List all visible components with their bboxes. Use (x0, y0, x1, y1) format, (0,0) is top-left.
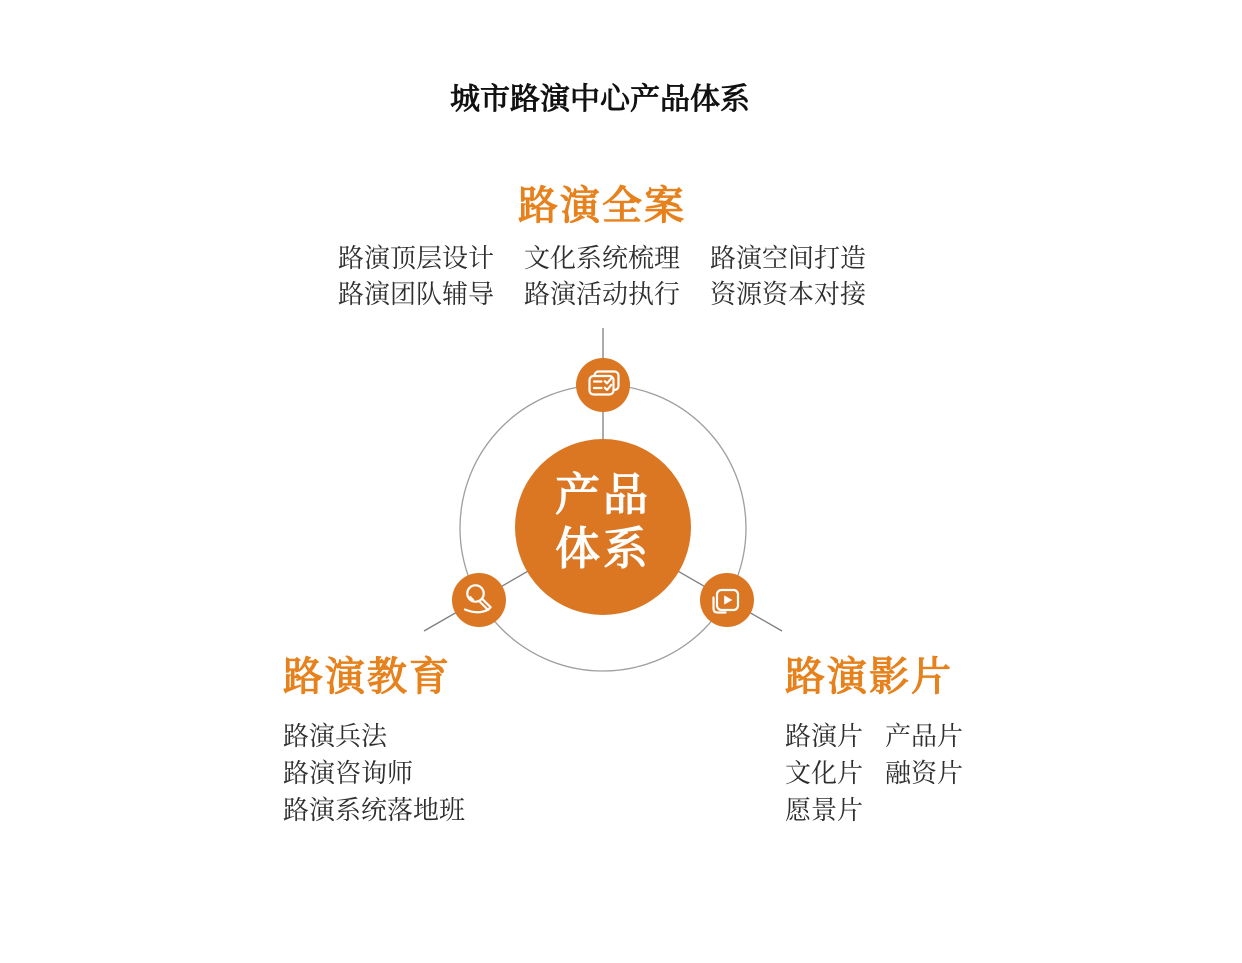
list-item: 愿景片 (785, 795, 864, 825)
list-item: 路演兵法 (283, 721, 388, 751)
satellite-left (452, 573, 506, 627)
page-title: 城市路演中心产品体系 (450, 83, 750, 116)
satellite-right (700, 573, 754, 627)
list-item: 路演系统落地班 (283, 795, 466, 825)
list-item: 产品片 (885, 721, 964, 751)
section-heading-education: 路演教育 (283, 655, 451, 699)
films-item-list (785, 718, 963, 829)
list-item: 路演咨询师 (283, 758, 414, 788)
list-item: 路演片 (785, 721, 864, 751)
list-item: 文化系统梳理 (523, 243, 681, 273)
list-item: 路演空间打造 (710, 243, 867, 273)
list-item: 资源资本对接 (710, 279, 867, 309)
list-item: 路演活动执行 (523, 279, 681, 309)
education-item-list (283, 718, 465, 829)
satellite-top (576, 358, 630, 412)
list-item: 融资片 (885, 758, 964, 788)
list-item: 路演团队辅导 (337, 279, 494, 309)
section-heading-full-case: 路演全案 (518, 184, 686, 228)
films-row-2 (785, 755, 963, 792)
list-item: 文化片 (785, 758, 864, 788)
films-row-1 (785, 718, 963, 755)
center-label-line2: 体系 (554, 522, 652, 575)
films-row-3 (785, 792, 963, 829)
center-label-line1: 产品 (554, 468, 652, 521)
section-heading-films: 路演影片 (785, 655, 953, 699)
list-item: 路演顶层设计 (337, 243, 494, 273)
